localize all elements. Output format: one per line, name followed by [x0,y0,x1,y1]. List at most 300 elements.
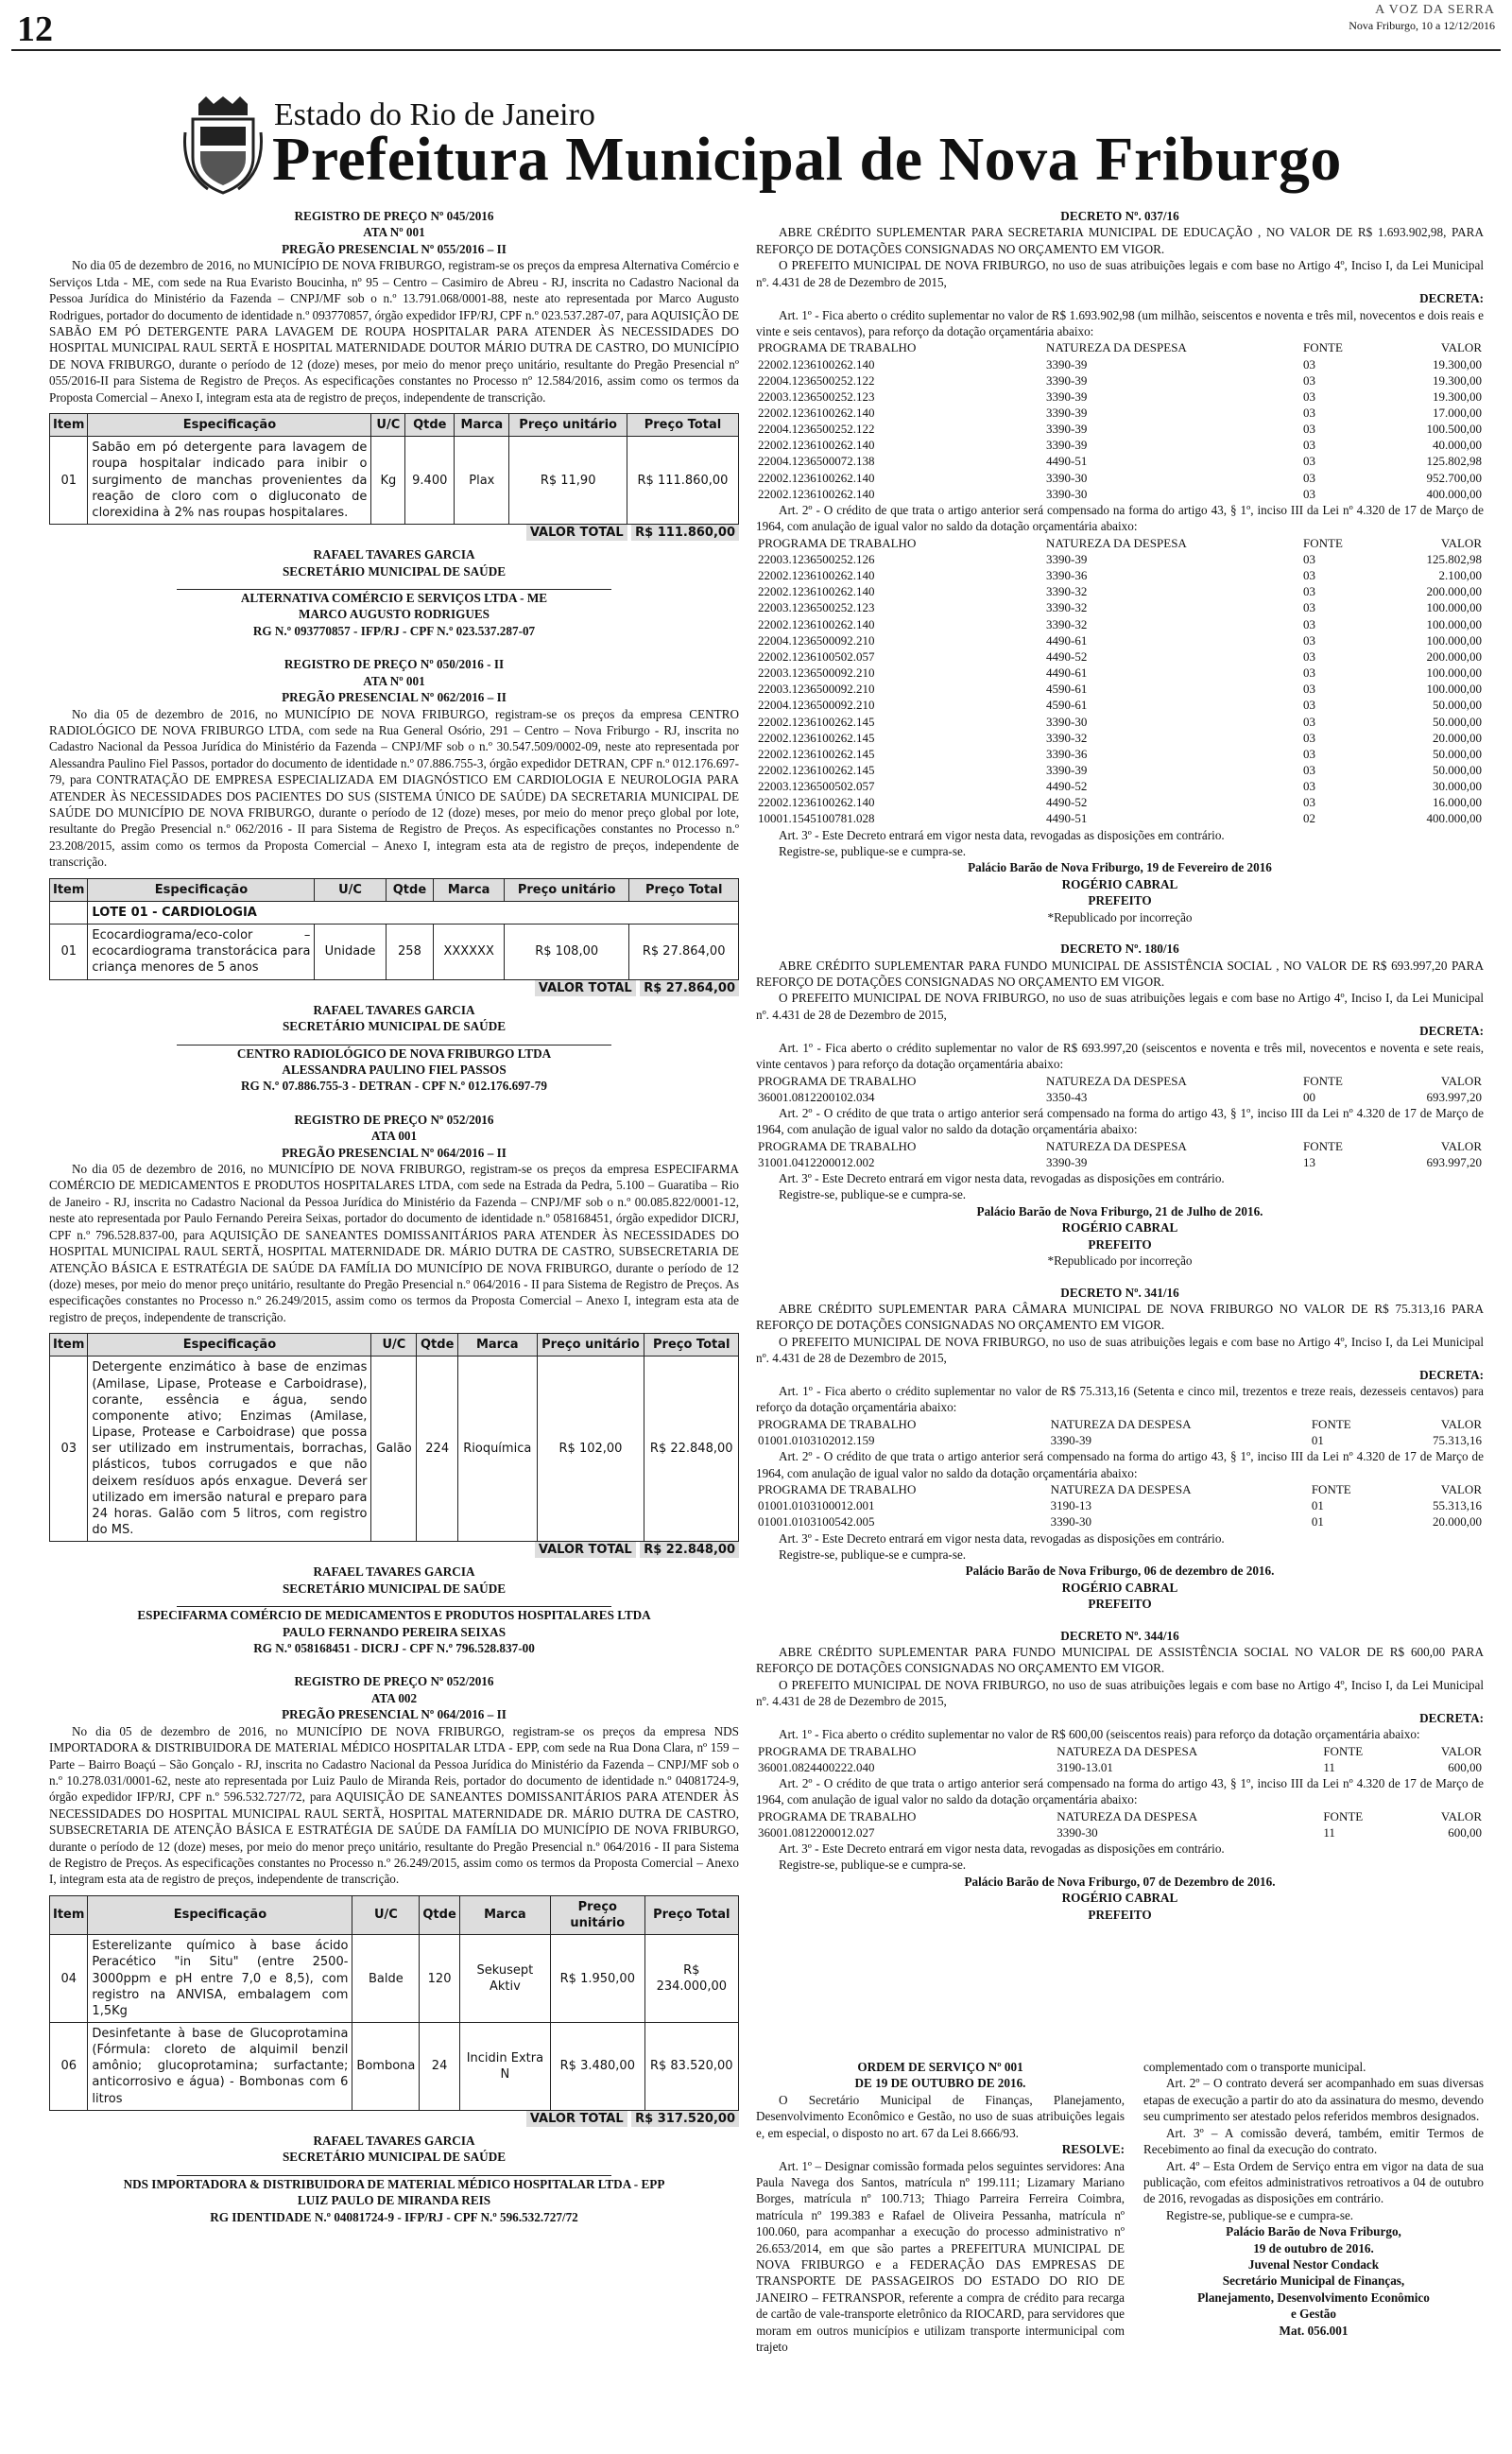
cell-preco: R$ 102,00 [537,1357,644,1542]
cell-marca: XXXXXX [434,925,505,979]
allocation-header-cell: VALOR [1440,1073,1482,1088]
cell-total: R$ 83.520,00 [644,2023,738,2111]
decree-ementa: ABRE CRÉDITO SUPLEMENTAR PARA FUNDO MUNICIPAL DE ASSISTÊNCIA SOCIAL NO VALOR DE R$ 600,00 PARA REFORÇO DE DOTAÇÕES CONSIGNADAS NO ORÇAMENTO EM VIGOR. [756,1645,1484,1676]
decree-intro: O PREFEITO MUNICIPAL DE NOVA FRIBURGO, no uso de suas atribuições legais e com base no Artigo 4º, Inciso I, da Lei Municipal nº. 4.431 de 28 de Dezembro de 2015, [756,1334,1484,1366]
prefeito-name: ROGÉRIO CABRAL [1061,1891,1178,1906]
allocation-cell: 22002.1236100262.140 [758,795,875,810]
allocation-cell: 4490-52 [1046,779,1088,794]
allocation-cell: 100.000,00 [1426,682,1482,697]
signatory-role: SECRETÁRIO MUNICIPAL DE SAÚDE [282,2150,507,2165]
order-role-2: Planejamento, Desenvolvimento Econômico [1197,2290,1430,2305]
order-date: DE 19 DE OUTUBRO DE 2016. [854,2076,1026,2091]
allocation-cell: 3190-13 [1050,1498,1092,1513]
decree-palacio: Palácio Barão de Nova Friburgo, 21 de Julho de 2016. [976,1203,1263,1218]
allocation-cell: 50.000,00 [1433,746,1482,761]
allocation-header-row [756,1138,1484,1154]
registration-body: No dia 05 de dezembro de 2016, no MUNICÍPIO DE NOVA FRIBURGO, registram-se os preços da empresa NDS IMPORTADORA & DISTRIBUIDORA DE MATERIAL MÉDICO HOSPITALAR LTDA - EPP, com sede na Rua Dona Clara, nº 159 – Parte – Bairro Boaçú – São Gonçalo - RJ, inscrita no Cadastro Nacional da Pessoa Jurídica do Ministério da Fazenda – CNPJ/MF sob o n.º 10.278.031/0001-62, neste ato representada por Luiz Paulo de Miranda Reis, portador do documento de identidade n.º 04081724-9, órgão expedidor IFP/RJ, CPF n.º 596.532.727/72, para AQUISIÇÃO DE SANEANTES DOMISSANITÁRIOS PARA ATENDER ÀS NECESSIDADES DO HOSPITAL MUNICIPAL RAUL SERTÃ, HOSPITAL MATERNIDADE DR. MÁRIO DUTRA DE CASTRO, SUBSECRETARIA DE ATENÇÃO BÁSICA E ESTRATÉGIA DE SAÚDE DA FAMÍLIA DO MUNICÍPIO DE NOVA FRIBURGO, durante o período de 12 (doze) meses, por meio do menor preço unitário, resultante do Pregão Presencial n.º 064/2016 - II para Sistema de Registro de Preços. As especificações constantes no Processo n.º 26.249/2015, assim como os termos da Proposta Comercial – Anexo I, integram esta ata de registro de preços, independente de transcrição. [49,1723,739,1887]
order-art1: Art. 1º – Designar comissão formada pelos seguintes servidores: Ana Paula Navega dos Santos, matrícula nº 199.111; Lizamary Mariano Borges, matrícula nº 100.713; Thiago Parreira Ferreira Coimbra, matrícula nº 199.383 e Rafael de Oliveira Pessanha, matrícula nº 100.060, para acompanhar a execução do processo administrativo nº 26.653/2014, em que são partes a PREFEITURA MUNICIPAL DE NOVA FRIBURGO e a FEDERAÇÃO DAS EMPRESAS DE TRANSPORTE DE PASSAGEIROS DO ESTADO DO RIO DE JANEIRO – FETRANSPOR, referente a compra de crédito para recarga de cartão de vale-transporte eletrônico da RIOCARD, para servidores que moram em outros municípios e utilizam transporte intermunicipal com trajeto [756,2158,1125,2355]
th-qtde: Qtde [405,414,455,437]
allocation-row [756,616,1484,632]
allocation-cell: 22003.1236500252.123 [758,600,875,615]
allocation-cell: 01001.0103100012.001 [758,1498,875,1513]
table-row [50,1357,739,1542]
allocation-cell: 22004.1236500072.138 [758,454,875,469]
allocation-cell: 19.300,00 [1433,372,1482,388]
company-rep: ALESSANDRA PAULINO FIEL PASSOS [282,1062,507,1077]
price-registration-052-ata-002 [49,1673,739,2225]
allocation-cell: 22002.1236100262.140 [758,438,875,453]
decree-341 [756,1285,1484,1613]
allocation-header-cell: VALOR [1440,1743,1482,1758]
decree-344 [756,1628,1484,1924]
allocation-table [756,1416,1484,1448]
allocation-cell: 16.000,00 [1433,795,1482,810]
pregao-number: PREGÃO PRESENCIAL Nº 055/2016 – II [282,241,507,256]
cell-preco: R$ 11,90 [509,437,627,525]
th-uc: U/C [371,414,405,437]
allocation-cell: 03 [1303,698,1316,713]
allocation-cell: 03 [1303,356,1316,372]
cell-uc: Balde [352,1935,420,2023]
decree-ementa: ABRE CRÉDITO SUPLEMENTAR PARA FUNDO MUNICIPAL DE ASSISTÊNCIA SOCIAL , NO VALOR DE R$ 693.997,20 PARA REFORÇO DE DOTAÇÕES CONSIGNADAS NO ORÇAMENTO EM VIGOR. [756,958,1484,989]
allocation-cell: 01 [1311,1498,1324,1513]
registration-body: No dia 05 de dezembro de 2016, no MUNICÍPIO DE NOVA FRIBURGO, registram-se os preços da empresa ESPECIFARMA COMÉRCIO DE MEDICAMENTOS E PRODUTOS HOSPITALARES LTDA, com sede na Estrada da Pedra, 5.100 – Guaratiba – Rio de Janeiro - RJ, inscrita no Cadastro Nacional da Pessoa Jurídica do Ministério da Fazenda – CNPJ/MF sob o n.º 00.085.822/0001-12, neste ato representada por Paulo Fernando Pereira Seixas, portador do documento de identidade n.º 058168451, órgão expedidor DICRJ, CPF n.º 796.528.837-00, para AQUISIÇÃO DE SANEANTES DOMISSANITÁRIOS PARA ATENDER ÀS NECESSIDADES DO HOSPITAL MUNICIPAL RAUL SERTÃ, HOSPITAL MATERNIDADE DR. MÁRIO DUTRA DE CASTRO, SUBSECRETARIA DE ATENÇÃO BÁSICA E ESTRATÉGIA DE SAÚDE DA FAMÍLIA DO MUNICÍPIO DE NOVA FRIBURGO, durante o período de 12 (doze) meses, por meio do menor preço unitário, resultante do Pregão Presencial n.º 064/2016 - II para Sistema de Registro de Preços. As especificações constantes no Processo n.º 26.249/2015, assim como os termos da Proposta Comercial – Anexo I, integram esta ata de registro de preços, independente de transcrição. [49,1162,739,1324]
allocation-cell: 4490-52 [1046,648,1088,664]
allocation-row [756,583,1484,599]
prefeito-name: ROGÉRIO CABRAL [1061,876,1178,891]
pregao-number: PREGÃO PRESENCIAL Nº 062/2016 – II [282,690,507,705]
order-role-3: e Gestão [1291,2307,1336,2322]
allocation-cell: 2.100,00 [1438,568,1482,583]
decree-art2: Art. 2º - O crédito de que trata o artigo anterior será compensado na forma do artigo 43, § 1º, inciso III da Lei nº 4.320 de 17 de Março de 1964, com anulação de igual valor no saldo da dotação orçamentária abaixo: [756,1449,1484,1480]
allocation-cell: 3390-39 [1046,1154,1088,1169]
allocation-cell: 40.000,00 [1433,438,1482,453]
th-uc: U/C [315,878,386,901]
allocation-cell: 3390-30 [1050,1514,1092,1529]
allocation-header-row [756,535,1484,551]
valor-total-label: VALOR TOTAL [526,2111,627,2127]
prefeito-role: PREFEITO [1088,1597,1152,1612]
allocation-cell: 22003.1236500502.057 [758,779,875,794]
decree-palacio: Palácio Barão de Nova Friburgo, 19 de Fevereiro de 2016 [968,860,1272,875]
allocation-cell: 3390-39 [1046,551,1088,566]
allocation-cell: 11 [1323,1824,1335,1840]
allocation-row [756,810,1484,826]
th-uc: U/C [371,1334,417,1357]
decree-037 [756,208,1484,925]
signatory-name: RAFAEL TAVARES GARCIA [313,547,475,562]
allocation-header-cell: PROGRAMA DE TRABALHO [758,1138,917,1153]
allocation-cell: 19.300,00 [1433,356,1482,372]
cell-item: 06 [50,2023,88,2111]
signatory-name: RAFAEL TAVARES GARCIA [313,2133,475,2148]
allocation-cell: 03 [1303,600,1316,615]
valor-total [49,525,739,541]
cell-spec: Ecocardiograma/eco-color – ecocardiograma transtorácica para criança menores de 5 anos [88,925,315,979]
allocation-cell: 22004.1236500252.122 [758,422,875,437]
cell-spec: Sabão em pó detergente para lavagem de roupa hospitalar indicado para inibir o surgimento de manchas provenientes da reação de cloro com o digluconato de clorexidina à 2% nas roupas hospitalares. [88,437,371,525]
valor-total-label: VALOR TOTAL [526,525,627,541]
allocation-cell: 22002.1236100262.140 [758,356,875,372]
valor-total-label: VALOR TOTAL [535,980,636,996]
allocation-cell: 4590-61 [1046,698,1088,713]
pregao-number: PREGÃO PRESENCIAL Nº 064/2016 – II [282,1707,507,1722]
price-registration-052-ata-001 [49,1112,739,1657]
allocation-cell: 03 [1303,665,1316,681]
signatory-role: SECRETÁRIO MUNICIPAL DE SAÚDE [282,563,507,579]
order-art2: Art. 2º – O contrato deverá ser acompanhado em suas diversas etapas de execução a partir do ato da assinatura do mesmo, devendo seu cumprimento ser atestado pelos referidos membros designados. [1143,2076,1484,2124]
allocation-table [756,1743,1484,1775]
allocation-row [756,1513,1484,1529]
decree-title: DECRETO Nº. 180/16 [1060,942,1179,957]
allocation-cell: 4490-52 [1046,795,1088,810]
cell-total: R$ 111.860,00 [627,437,738,525]
ata-number: ATA 002 [370,1690,418,1705]
decreta-label: DECRETA: [1419,291,1484,306]
allocation-cell: 01 [1311,1514,1324,1529]
allocation-cell: 3390-39 [1050,1433,1092,1448]
allocation-cell: 50.000,00 [1433,698,1482,713]
allocation-cell: 11 [1323,1759,1335,1774]
company-name: ESPECIFARMA COMÉRCIO DE MEDICAMENTOS E PRODUTOS HOSPITALARES LTDA [137,1608,651,1623]
allocation-cell: 22002.1236100262.140 [758,584,875,599]
allocation-cell: 22002.1236100262.140 [758,470,875,485]
allocation-cell: 03 [1303,795,1316,810]
allocation-row [756,389,1484,405]
page-header [0,0,1512,52]
allocation-cell: 400.000,00 [1426,811,1482,826]
cell-preco: R$ 3.480,00 [551,2023,645,2111]
allocation-header-cell: NATUREZA DA DESPESA [1057,1808,1198,1823]
prefeito-role: PREFEITO [1088,893,1152,908]
th-marca: Marca [458,1334,538,1357]
cell-qtde: 24 [420,2023,459,2111]
cell-total: R$ 22.848,00 [644,1357,739,1542]
allocation-cell: 3390-39 [1046,762,1088,777]
service-order-continued [1143,2059,1484,2339]
allocation-row [756,632,1484,648]
order-art3: Art. 3º – A comissão deverá, também, emitir Termos de Recebimento ao final da execução do contrato. [1143,2125,1484,2157]
decree-ementa: ABRE CRÉDITO SUPLEMENTAR PARA CÂMARA MUNICIPAL DE NOVA FRIBURGO NO VALOR DE R$ 75.313,16 PARA REFORÇO DE DOTAÇÕES CONSIGNADAS NO ORÇAMENTO EM VIGOR. [756,1301,1484,1333]
items-table [49,1895,739,2111]
th-total: Preço Total [627,414,738,437]
allocation-cell: 22002.1236100262.145 [758,746,875,761]
th-qtde: Qtde [386,878,434,901]
signatory-name: RAFAEL TAVARES GARCIA [313,1002,475,1017]
allocation-header-cell: PROGRAMA DE TRABALHO [758,1743,917,1758]
allocation-header-cell: PROGRAMA DE TRABALHO [758,1073,917,1088]
allocation-row [756,730,1484,746]
th-item: Item [50,414,88,437]
ata-number: ATA 001 [370,1129,418,1144]
allocation-row [756,1497,1484,1513]
order-registration: Mat. 056.001 [1279,2323,1349,2338]
items-table [49,1333,739,1542]
valor-total-label: VALOR TOTAL [535,1542,636,1558]
allocation-cell: 36001.0824400222.040 [758,1759,875,1774]
allocation-cell: 13 [1303,1154,1316,1169]
allocation-cell: 03 [1303,616,1316,631]
decree-registre: Registre-se, publique-se e cumpra-se. [779,1547,967,1562]
allocation-cell: 03 [1303,389,1316,404]
allocation-cell: 3390-36 [1046,568,1088,583]
allocation-table [756,1073,1484,1105]
valor-total-value: R$ 22.848,00 [640,1542,739,1558]
allocation-row [756,1432,1484,1448]
allocation-header-cell: VALOR [1440,1416,1482,1431]
decree-palacio: Palácio Barão de Nova Friburgo, 07 de Dezembro de 2016. [964,1874,1276,1889]
allocation-cell: 31001.0412200012.002 [758,1154,875,1169]
allocation-cell: 03 [1303,584,1316,599]
allocation-header-cell: NATUREZA DA DESPESA [1046,1138,1187,1153]
company-ids: RG N.º 058168451 - DICRJ - CPF N.º 796.528.837-00 [253,1641,535,1655]
allocation-cell: 03 [1303,551,1316,566]
allocation-cell: 03 [1303,648,1316,664]
allocation-header-cell: FONTE [1323,1808,1364,1823]
cell-qtde: 258 [386,925,434,979]
allocation-row [756,551,1484,567]
registration-body: No dia 05 de dezembro de 2016, no MUNICÍPIO DE NOVA FRIBURGO, registram-se os preços da empresa CENTRO RADIOLÓGICO DE NOVA FRIBURGO LTDA, com sede na Rua General Osório, 291 – Centro – Nova Friburgo - RJ, inscrita no Cadastro Nacional da Pessoa Jurídica do Ministério da Fazenda – CNPJ/MF sob o n.º 30.547.509/0002-09, neste ato representada por Alessandra Paulino Fiel Passos, portador do documento de identidade n.º 07.886.755-3, órgão expedidor DETRAN, CPF n.º 012.176.697-79, para CONTRATAÇÃO DE EMPRESA ESPECIALIZADA EM DIAGNÓSTICO EM CARDIOLOGIA E NEUROLOGIA PARA ATENDER ÀS NECESSIDADES DOS PACIENTES DO SUS (SISTEMA ÚNICO DE SAÚDE) DA SECRETARIA MUNICIPAL DE SAÚDE DO MUNICÍPIO DE NOVA FRIBURGO, durante o período de 12 (doze) meses, por meio do menor preço global por lote, resultante do Pregão Presencial n.º 062/2016 - II para Sistema de Registro de Preços. As especificações constantes no Processo n.º 23.208/2015, assim como os termos da Proposta Comercial – Anexo I, integram esta ata de registro de preços, independente de transcrição. [49,706,739,870]
th-spec: Especificação [88,1334,371,1357]
valor-total-value: R$ 111.860,00 [631,525,739,541]
allocation-header-cell: PROGRAMA DE TRABALHO [758,340,917,355]
allocation-cell: 03 [1303,438,1316,453]
decree-ementa: ABRE CRÉDITO SUPLEMENTAR PARA SECRETARIA MUNICIPAL DE EDUCAÇÃO , NO VALOR DE R$ 1.693.902,98, PARA REFORÇO DE DOTAÇÕES CONSIGNADAS NO ORÇAMENTO EM VIGOR. [756,225,1484,256]
allocation-header-cell: VALOR [1440,535,1482,550]
table-row [50,925,739,979]
allocation-cell: 3390-30 [1057,1824,1098,1840]
cell-spec: Desinfetante à base de Glucoprotamina (Fórmula: cloreto de alquimil benzil amônio; glucoprotamina; surfactante; anticorrosivo e água) - Bombonas com 6 litros [88,2023,352,2111]
allocation-row [756,372,1484,389]
allocation-cell: 03 [1303,372,1316,388]
th-preco: Preço unitário [551,1895,645,1934]
th-total: Preço Total [629,878,739,901]
allocation-row [756,567,1484,583]
decree-180 [756,941,1484,1269]
cell-qtde: 9.400 [405,437,455,525]
th-spec: Especificação [88,1895,352,1934]
table-row [50,437,739,525]
company-rep: LUIZ PAULO DE MIRANDA REIS [297,2193,491,2208]
cell-item: 03 [50,1357,88,1542]
decree-registre: Registre-se, publique-se e cumpra-se. [779,1858,967,1873]
th-item: Item [50,1895,88,1934]
order-registre: Registre-se, publique-se e cumpra-se. [1166,2207,1354,2222]
signatory-role: SECRETÁRIO MUNICIPAL DE SAÚDE [282,1019,507,1034]
decree-art3: Art. 3º - Este Decreto entrará em vigor nesta data, revogadas as disposições em contrário. [779,1530,1225,1546]
allocation-cell: 100.000,00 [1426,665,1482,681]
prefeito-role: PREFEITO [1088,1907,1152,1922]
allocation-cell: 3390-36 [1046,746,1088,761]
cell-item: 01 [50,925,88,979]
allocation-cell: 3390-39 [1046,438,1088,453]
allocation-cell: 400.000,00 [1426,486,1482,501]
allocation-cell: 3390-30 [1046,486,1088,501]
allocation-cell: 22003.1236500252.126 [758,551,875,566]
newspaper-date: Nova Friburgo, 10 a 12/12/2016 [1349,19,1495,33]
decree-art2: Art. 2º - O crédito de que trata o artigo anterior será compensado na forma do artigo 43, § 1º, inciso III da Lei nº 4.320 de 17 de Março de 1964, com anulação de igual valor no saldo da dotação orçamentária abaixo: [756,502,1484,534]
allocation-cell: 20.000,00 [1433,730,1482,745]
valor-total [49,980,739,996]
th-spec: Especificação [88,414,371,437]
allocation-cell: 4490-51 [1046,454,1088,469]
allocation-header-row [756,1808,1484,1824]
th-preco: Preço unitário [504,878,628,901]
allocation-cell: 3390-39 [1046,406,1088,420]
decreta-label: DECRETA: [1419,1710,1484,1725]
allocation-cell: 22003.1236500092.210 [758,665,875,681]
decree-title: DECRETO Nº. 341/16 [1060,1285,1179,1300]
prefeito-role: PREFEITO [1088,1236,1152,1252]
allocation-cell: 03 [1303,682,1316,697]
allocation-cell: 3390-30 [1046,470,1088,485]
order-continuation: complementado com o transporte municipal. [1143,2060,1366,2074]
decree-intro: O PREFEITO MUNICIPAL DE NOVA FRIBURGO, no uso de suas atribuições legais e com base no Artigo 4º, Inciso I, da Lei Municipal nº. 4.431 de 28 de Dezembro de 2015, [756,1677,1484,1709]
allocation-cell: 22002.1236100502.057 [758,648,875,664]
cell-uc: Unidade [315,925,386,979]
allocation-row [756,470,1484,486]
allocation-header-cell: FONTE [1311,1416,1351,1431]
allocation-cell: 03 [1303,422,1316,437]
allocation-cell: 22002.1236100262.140 [758,406,875,420]
valor-total-value: R$ 27.864,00 [640,980,739,996]
allocation-cell: 100.000,00 [1426,600,1482,615]
allocation-cell: 3390-39 [1046,389,1088,404]
allocation-cell: 19.300,00 [1433,389,1482,404]
allocation-row [756,1824,1484,1840]
allocation-cell: 22002.1236100262.145 [758,714,875,729]
allocation-header-cell: NATUREZA DA DESPESA [1050,1416,1192,1431]
allocation-cell: 100.000,00 [1426,616,1482,631]
allocation-cell: 03 [1303,568,1316,583]
cell-marca: Plax [455,437,509,525]
allocation-header-row [756,1073,1484,1089]
decree-art2: Art. 2º - O crédito de que trata o artigo anterior será compensado na forma do artigo 43, § 1º, inciso III da Lei nº 4.320 de 17 de Março de 1964, com anulação de igual valor no saldo da dotação orçamentária abaixo: [756,1105,1484,1137]
allocation-cell: 125.802,98 [1426,454,1482,469]
cell-marca: Sekusept Aktiv [459,1935,550,2023]
allocation-cell: 22002.1236100262.140 [758,616,875,631]
masthead [180,95,1408,199]
order-signatory: Juvenal Nestor Condack [1247,2257,1380,2273]
allocation-cell: 22002.1236100262.145 [758,762,875,777]
allocation-cell: 693.997,20 [1426,1089,1482,1104]
cell-item: 04 [50,1935,88,2023]
cell-empty [50,901,88,924]
allocation-cell: 00 [1303,1089,1316,1104]
company-rep: MARCO AUGUSTO RODRIGUES [299,607,490,622]
th-preco: Preço unitário [537,1334,644,1357]
allocation-cell: 22003.1236500252.123 [758,389,875,404]
th-qtde: Qtde [417,1334,458,1357]
prefecture-title: Prefeitura Municipal de Nova Friburgo [272,125,1342,194]
allocation-cell: 50.000,00 [1433,762,1482,777]
signatory-name: RAFAEL TAVARES GARCIA [313,1564,475,1580]
allocation-header-cell: FONTE [1303,535,1343,550]
th-spec: Especificação [88,878,315,901]
decreta-label: DECRETA: [1419,1024,1484,1039]
allocation-cell: 22004.1236500252.122 [758,372,875,388]
th-item: Item [50,1334,88,1357]
allocation-cell: 3350-43 [1046,1089,1088,1104]
table-row [50,1935,739,2023]
cell-spec: Esterelizante químico à base ácido Peracético "in Situ" (entre 2500-3000ppm e pH entre 7,0 e 8,5), com registro na ANVISA, embalagem com 1,5Kg [88,1935,352,2023]
allocation-cell: 952.700,00 [1426,470,1482,485]
allocation-header-cell: FONTE [1303,1073,1343,1088]
registration-title: REGISTRO DE PREÇO Nº 045/2016 [294,209,494,223]
state-name: Estado do Rio de Janeiro [274,97,595,132]
allocation-cell: 3390-32 [1046,600,1088,615]
allocation-row [756,665,1484,681]
allocation-header-cell: NATUREZA DA DESPESA [1046,1073,1187,1088]
lote-label: LOTE 01 - CARDIOLOGIA [88,901,739,924]
allocation-cell: 22002.1236100262.140 [758,568,875,583]
allocation-cell: 01001.0103100542.005 [758,1514,875,1529]
allocation-row [756,421,1484,437]
allocation-header-cell: FONTE [1303,340,1343,355]
valor-total-value: R$ 317.520,00 [631,2111,739,2127]
order-resolve: RESOLVE: [1061,2142,1125,2157]
allocation-cell: 4490-61 [1046,665,1088,681]
allocation-row [756,486,1484,502]
allocation-cell: 22002.1236100262.145 [758,730,875,745]
allocation-cell: 200.000,00 [1426,648,1482,664]
allocation-header-cell: NATUREZA DA DESPESA [1046,535,1187,550]
allocation-cell: 36001.0812200012.027 [758,1824,875,1840]
order-palacio: Palácio Barão de Nova Friburgo, [1226,2224,1401,2239]
allocation-cell: 200.000,00 [1426,584,1482,599]
header-rule [11,49,1501,51]
th-total: Preço Total [644,1895,738,1934]
decree-art3: Art. 3º - Este Decreto entrará em vigor nesta data, revogadas as disposições em contrário. [779,827,1225,842]
allocation-cell: 03 [1303,486,1316,501]
th-marca: Marca [455,414,509,437]
newspaper-name: A VOZ DA SERRA [1375,3,1495,17]
allocation-header-row [756,1743,1484,1759]
allocation-table [756,1808,1484,1840]
decreta-label: DECRETA: [1419,1367,1484,1382]
allocation-header-cell: NATUREZA DA DESPESA [1057,1743,1198,1758]
items-table [49,878,739,980]
pregao-number: PREGÃO PRESENCIAL Nº 064/2016 – II [282,1145,507,1160]
allocation-cell: 3390-30 [1046,714,1088,729]
allocation-cell: 75.313,16 [1433,1433,1482,1448]
page-number: 12 [17,9,53,49]
prefeito-name: ROGÉRIO CABRAL [1061,1580,1178,1595]
allocation-table [756,1138,1484,1170]
allocation-header-row [756,1481,1484,1497]
decree-art2: Art. 2º - O crédito de que trata o artigo anterior será compensado na forma do artigo 43, § 1º, inciso III da Lei nº 4.320 de 17 de Março de 1964, com anulação de igual valor no saldo da dotação orçamentária abaixo: [756,1775,1484,1807]
ata-number: ATA Nº 001 [363,225,425,240]
decree-registre: Registre-se, publique-se e cumpra-se. [779,1187,967,1202]
order-title: ORDEM DE SERVIÇO Nº 001 [857,2060,1023,2074]
decree-palacio: Palácio Barão de Nova Friburgo, 06 de dezembro de 2016. [965,1564,1275,1579]
allocation-row [756,746,1484,762]
allocation-row [756,1154,1484,1170]
th-total: Preço Total [644,1334,739,1357]
allocation-row [756,648,1484,665]
company-rep: PAULO FERNANDO PEREIRA SEIXAS [282,1624,507,1639]
cell-qtde: 120 [420,1935,459,2023]
allocation-cell: 03 [1303,454,1316,469]
decree-intro: O PREFEITO MUNICIPAL DE NOVA FRIBURGO, no uso de suas atribuições legais e com base no Artigo 4º, Inciso I, da Lei Municipal nº. 4.431 de 28 de Dezembro de 2015, [756,991,1484,1022]
allocation-cell: 22004.1236500092.210 [758,632,875,648]
allocation-cell: 02 [1303,811,1316,826]
registration-title: REGISTRO DE PREÇO Nº 050/2016 - II [284,657,505,672]
order-palacio-date: 19 de outubro de 2016. [1253,2240,1374,2255]
allocation-cell: 03 [1303,779,1316,794]
allocation-row [756,762,1484,778]
allocation-header-cell: PROGRAMA DE TRABALHO [758,1482,917,1497]
